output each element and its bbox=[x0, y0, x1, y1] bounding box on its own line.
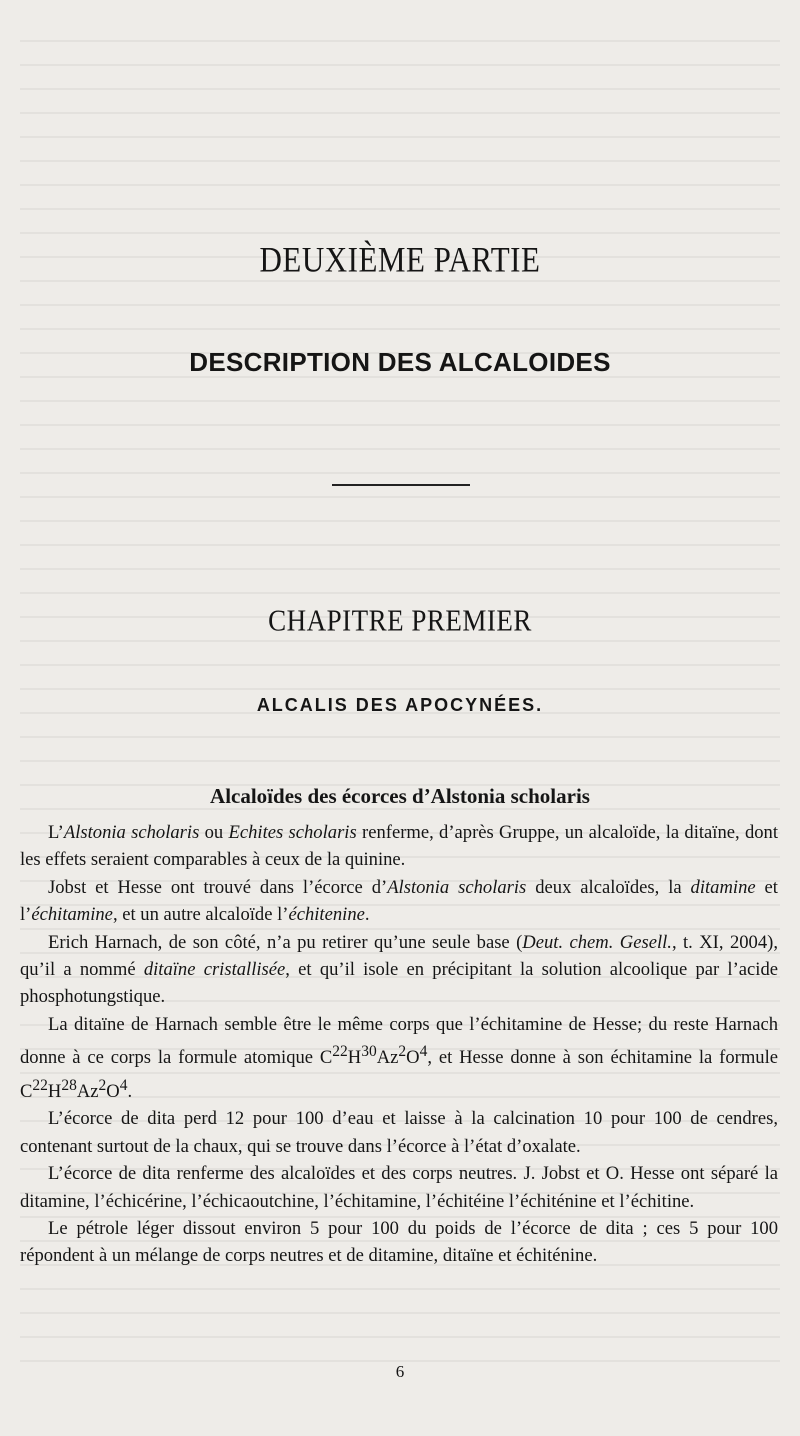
divider-rule bbox=[332, 484, 470, 486]
paragraph-5: L’écorce de dita perd 12 pour 100 d’eau et laisse à la calcination 10 pour 100 de cendres, contenant surtout de la chaux, qui se trouve dans l’écorce à l’état d’oxalate. bbox=[20, 1108, 778, 1157]
body-text bbox=[20, 819, 778, 1270]
paragraph-1: L’Alstonia scholaris ou Echites scholaris renferme, d’après Gruppe, un alcaloïde, la ditaïne, dont les effets seraient comparables à ceux de la quinine. bbox=[20, 822, 779, 871]
paragraph-4: La ditaïne de Harnach semble être le même corps que l’échitamine de Hesse; du reste Harnach donne à ce corps la formule atomique $C^{22}H^{30}Az^2O^4$, et Hesse donne à son échitamine la formule $C^{22}H^{28}Az^2O^4$. bbox=[20, 1013, 778, 1103]
part-subtitle: DESCRIPTION DES ALCALOIDES bbox=[189, 347, 611, 377]
part-title: DEUXIÈME PARTIE bbox=[259, 239, 541, 280]
paragraph-6: L’écorce de dita renferme des alcaloïdes et des corps neutres. J. Jobst et O. Hesse ont séparé la ditamine, l’échicérine, l’échicaoutchine, l’échitamine, l’échitéine l’échiténine et l’échitine. bbox=[20, 1163, 778, 1212]
chapter-title: CHAPITRE PREMIER bbox=[268, 602, 532, 638]
section-title: Alcaloïdes des écorces d’Alstonia scholaris bbox=[210, 784, 590, 808]
paragraph-2: Jobst et Hesse ont trouvé dans l’écorce d’Alstonia scholaris deux alcaloïdes, la ditamine et l’échitamine, et un autre alcaloïde l’échitenine. bbox=[20, 876, 778, 926]
page-number: 6 bbox=[395, 1362, 405, 1381]
paragraph-3: Erich Harnach, de son côté, n’a pu retirer qu’une seule base (Deut. chem. Gesell., t. XI, 2004), qu’il a nommé ditaïne cristallisée, et qu’il isole en précipitant la solution alcoolique par l’acide phosphotungstique. bbox=[20, 931, 779, 1008]
chapter-subtitle: ALCALIS DES APOCYNÉES. bbox=[256, 695, 544, 715]
paragraph-7: Le pétrole léger dissout environ 5 pour 100 du poids de l’écorce de dita ; ces 5 pour 100 répondent à un mélange de corps neutres et de ditamine, ditaïne et échiténine. bbox=[20, 1218, 778, 1267]
